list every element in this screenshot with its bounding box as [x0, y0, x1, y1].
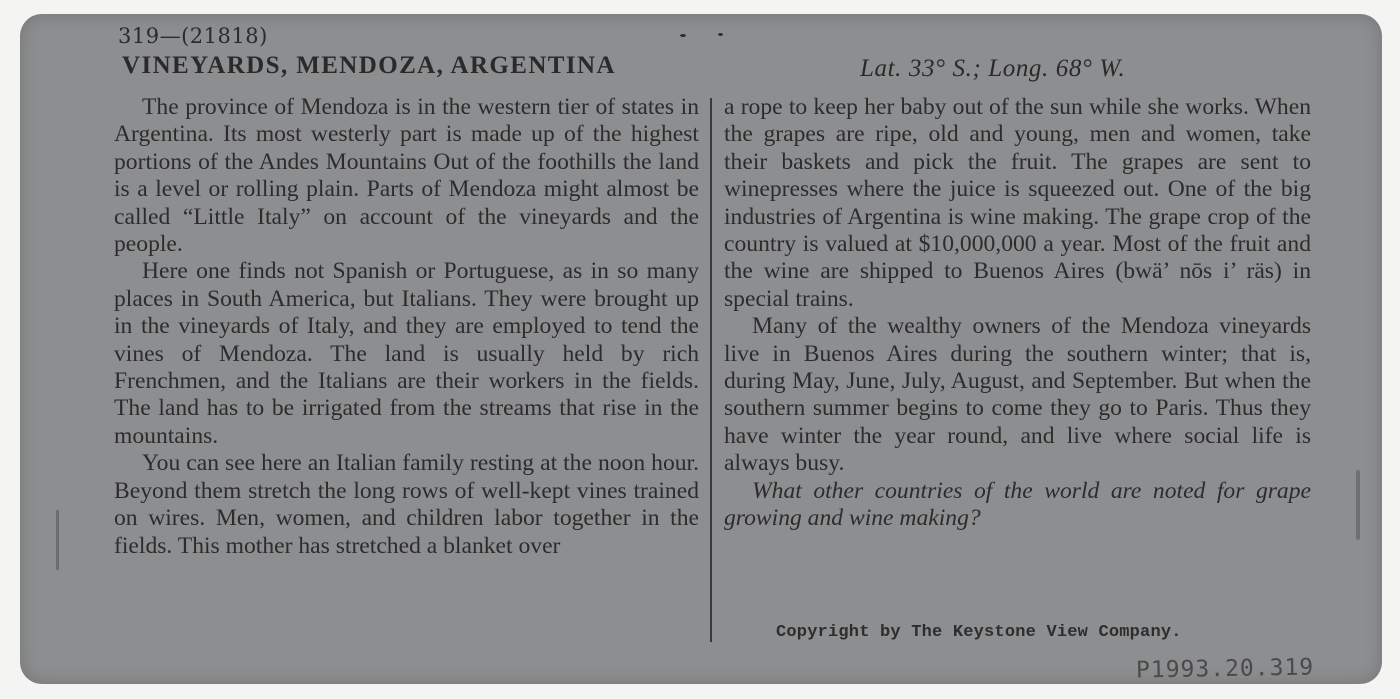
- column-divider: [710, 98, 712, 642]
- ink-speck: [1356, 470, 1360, 540]
- ink-speck: [56, 510, 59, 570]
- left-text-column: [114, 94, 699, 560]
- paragraph: Many of the wealthy owners of the Mendoza vineyards live in Buenos Aires during the southern winter; that is, during May, June, July, August, and September. But when the southern summer begins to come they go to Paris. Thus they have winter the year round, and live where social life is always busy.: [724, 313, 1311, 477]
- right-text-column: [724, 94, 1311, 533]
- paragraph: Here one finds not Spanish or Portuguese, as in so many places in South America, but Italians. They were brought up in the vineyards of Italy, and they are employed to tend the vines of Mendoza. The land is usually held by rich Frenchmen, and the Italians are their workers in the fields. The land has to be irrigated from the streams that rise in the mountains.: [114, 258, 699, 449]
- ink-speck: [680, 34, 686, 37]
- catalog-number: 319—(21818): [118, 24, 268, 48]
- accession-number: P1993.20.319: [1135, 654, 1315, 684]
- discussion-question: What other countries of the world are noted for grape growing and wine making?: [724, 477, 1311, 532]
- copyright-line: Copyright by The Keystone View Company.: [776, 623, 1182, 642]
- paragraph: a rope to keep her baby out of the sun while she works. When the grapes are ripe, old and young, men and women, take their baskets and pick the fruit. The grapes are sent to winepresses where the juice is squeezed out. One of the big industries of Argentina is wine making. The grape crop of the country is valued at $10,000,000 a year. Most of the fruit and the wine are shipped to Buenos Aires (bwä’ nōs i’ räs) in special trains.: [724, 94, 1311, 312]
- ink-speck: [718, 33, 723, 36]
- paragraph: You can see here an Italian family resting at the noon hour. Beyond them stretch the long rows of well-kept vines trained on wires. Men, women, and children labor together in the fields. This mother has stretched a blanket over: [114, 450, 699, 559]
- card-title: VINEYARDS, MENDOZA, ARGENTINA: [122, 52, 616, 79]
- coordinates: Lat. 33° S.; Long. 68° W.: [860, 55, 1126, 82]
- paragraph: The province of Mendoza is in the western tier of states in Argentina. Its most westerly part is made up of the highest portions of the Andes Mountains Out of the foothills the land is a level or rolling plain. Parts of Mendoza might almost be called “Little Italy” on account of the vineyards and the people.: [114, 94, 699, 258]
